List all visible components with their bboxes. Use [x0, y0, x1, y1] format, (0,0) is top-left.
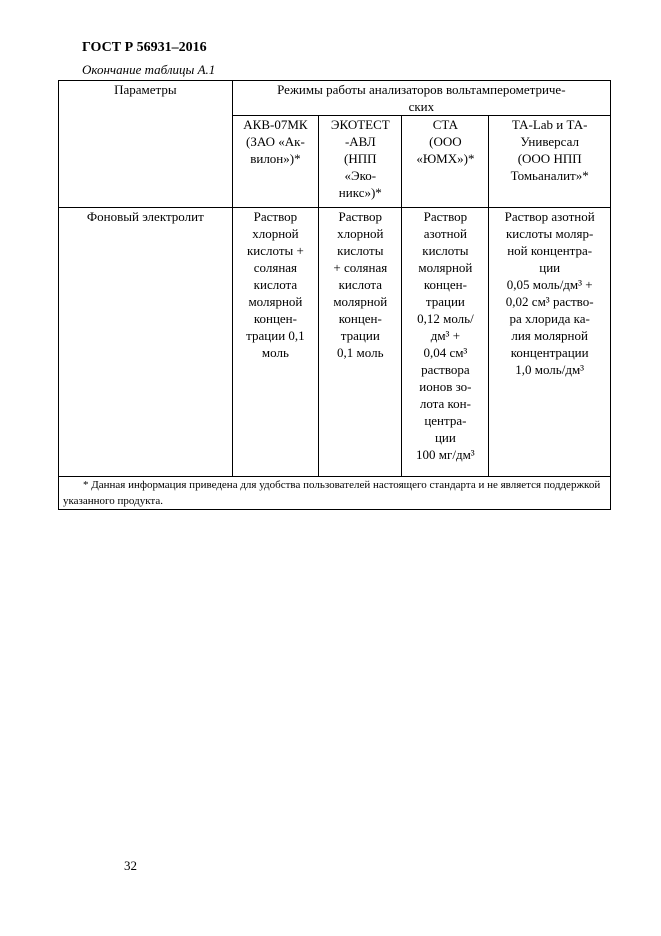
footnote-text: * Данная информация приведена для удобства пользователей настоящего стандарта и не является поддержкой указанного продукта. [63, 479, 601, 507]
table-header-row [59, 81, 611, 116]
value-cell-ekotest: Раствор хлорной кислоты + соляная кислота молярной концен- трации 0,1 моль [319, 208, 402, 477]
table-caption: Окончание таблицы А.1 [82, 62, 216, 77]
table-row [59, 208, 611, 477]
value-cell-akv: Раствор хлорной кислоты + соляная кислота молярной концен- трации 0,1 моль [232, 208, 318, 477]
document-standard-title: ГОСТ Р 56931–2016 [82, 40, 207, 55]
footnote-row [59, 477, 611, 510]
page-number: 32 [124, 858, 137, 873]
footnote-cell [59, 477, 611, 510]
column-header-ta: ТА-Lab и ТА- Универсал (ООО НПП Томьаналит»* [489, 116, 611, 208]
param-header-cell: Параметры [59, 81, 233, 208]
data-table [58, 80, 611, 510]
param-cell: Фоновый электролит [59, 208, 233, 477]
column-header-akv: АКВ-07МК (ЗАО «Ак- вилон»)* [232, 116, 318, 208]
modes-header-cell: Режимы работы анализаторов вольтамперометриче- ских [232, 81, 610, 116]
column-header-ekotest: ЭКОТЕСТ -АВЛ (НПП «Эко- никс»)* [319, 116, 402, 208]
value-cell-sta: Раствор азотной кислоты молярной концен- трации 0,12 моль/ дм³ + 0,04 см³ раствора ионов зо- лота кон- центра- ции 100 мг/дм³ [402, 208, 489, 477]
value-cell-ta: Раствор азотной кислоты моляр- ной концентра- ции 0,05 моль/дм³ + 0,02 см³ раство- ра хлорида ка- лия молярной концентрации 1,0 моль/дм³ [489, 208, 611, 477]
column-header-sta: СТА (ООО «ЮМХ»)* [402, 116, 489, 208]
